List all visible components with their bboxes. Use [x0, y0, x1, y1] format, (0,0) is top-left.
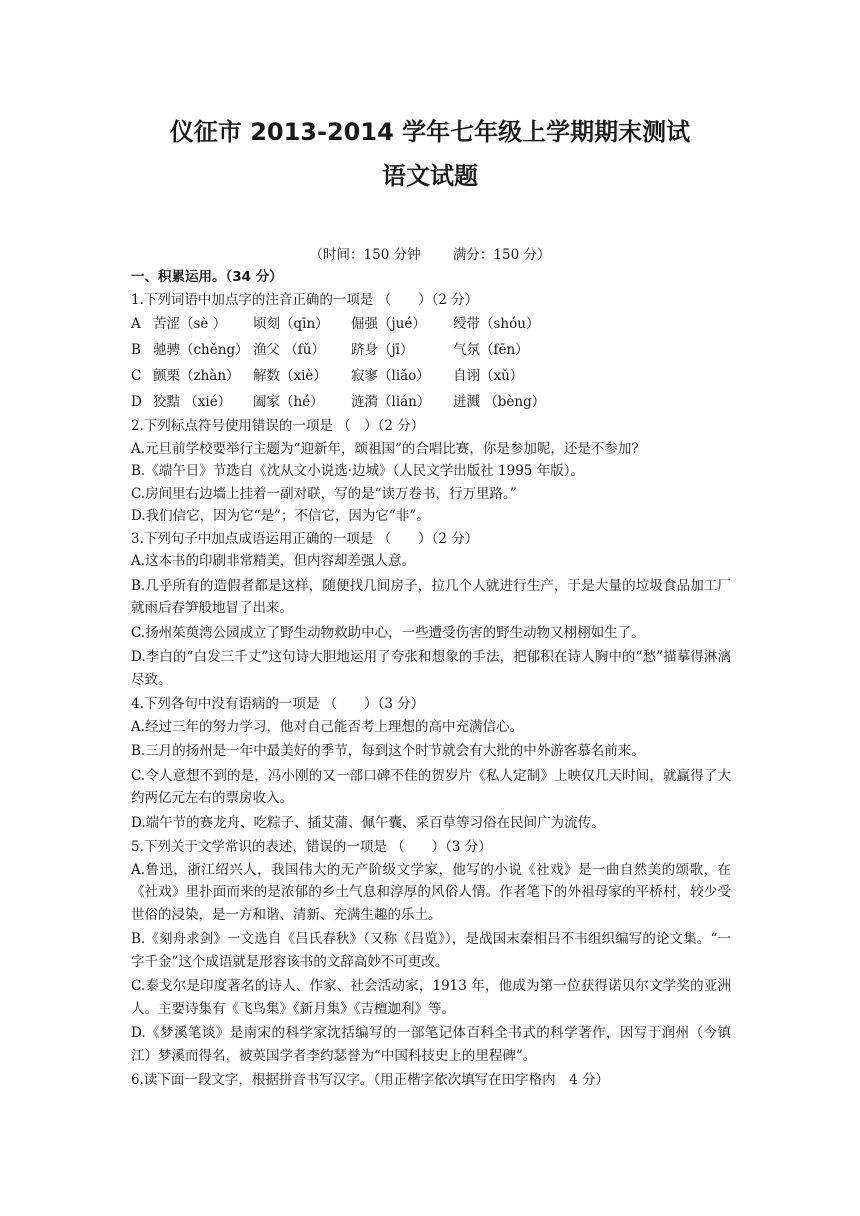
question-2-option-b: B.《端午日》节选自《沈从文小说选·边城》（人民文学出版社 1995 年版）。	[131, 463, 584, 479]
question-3-option-b: B.几乎所有的造假者都是这样，随便找几间房子，拉几个人就进行生产，于是大量的垃圾食品加工厂就雨后春笋般地冒了出来。	[131, 577, 731, 616]
option-item: 涟漪（lián）	[351, 394, 431, 410]
question-4-option-c: C.令人意想不到的是，冯小刚的又一部口碑不佳的贺岁片《私人定制》上映仅几天时间，就赢得了大约两亿元左右的票房收入。	[131, 767, 731, 806]
option-item: 顷刻（qīn）	[253, 316, 329, 332]
option-item: 颤栗（zhàn）	[153, 368, 240, 384]
question-1-option-row	[131, 389, 731, 415]
question-2-option-c: C.房间里右边墙上挂着一副对联，写的是“读万卷书，行万里路。”	[131, 485, 517, 502]
option-letter: B	[131, 342, 141, 358]
option-item: 苦涩（sè ）	[153, 316, 227, 332]
question-4-stem: 4.下列各句中没有语病的一项是 （ ）（3 分）	[131, 696, 425, 712]
option-item: 自诩（xǔ）	[453, 368, 524, 384]
exam-time: （时间：150 分钟	[309, 247, 421, 263]
exam-title: 仪征市 2013-2014 学年七年级上学期期末测试	[169, 118, 691, 146]
section-heading: 一、积累运用。（34 分）	[131, 269, 283, 285]
question-1-option-row	[131, 363, 731, 389]
question-3-option-c: C.扬州茱萸湾公园成立了野生动物救助中心，一些遭受伤害的野生动物又栩栩如生了。	[131, 624, 645, 641]
option-letter: C	[131, 368, 142, 384]
question-3-stem: 3.下列句子中加点成语运用正确的一项是 （ ）（2 分）	[131, 530, 479, 547]
option-item: 渔父 （fǔ）	[253, 342, 325, 358]
option-item: 驰骋（chěng）	[153, 342, 249, 358]
question-2-stem: 2.下列标点符号使用错误的一项是 （ ）（2 分）	[131, 418, 425, 434]
exam-body	[131, 266, 731, 1092]
question-5-option-c: C.泰戈尔是印度著名的诗人、作家、社会活动家，1913 年，他成为第一位获得诺贝尔文学奖的亚洲人。主要诗集有《飞鸟集》《新月集》《吉檀迦利》等。	[131, 978, 731, 1017]
question-4-option-d: D.端午节的赛龙舟、吃粽子、插艾蒲、佩午囊、采百草等习俗在民间广为流传。	[131, 814, 605, 831]
exam-subtitle: 语文试题	[382, 162, 478, 190]
option-item: 气氛（fēn）	[453, 342, 529, 358]
exam-score: 满分：150 分）	[452, 247, 551, 263]
question-3-option-d: D.李白的“白发三千丈”这句诗大胆地运用了夸张和想象的手法，把郁积在诗人胸中的“愁”描摹得淋漓尽致。	[131, 649, 731, 688]
question-1-option-row	[131, 311, 731, 337]
question-5-stem: 5.下列关于文学常识的表述，错误的一项是 （ ）（3 分）	[131, 839, 492, 855]
option-item: 迸溅 （bèng）	[453, 394, 546, 410]
option-item: 阖家（hé）	[253, 394, 324, 410]
question-1-option-row	[131, 337, 731, 363]
question-4-option-b: B.三月的扬州是一年中最美好的季节，每到这个时节就会有大批的中外游客慕名前来。	[131, 743, 645, 759]
question-1-stem: 1.下列词语中加点字的注音正确的一项是 （ ）（2 分）	[131, 291, 479, 308]
question-5-option-b: B.《刻舟求剑》一文选自《吕氏春秋》（又称《吕览》），是战国末秦相吕不韦组织编写的论文集。“一字千金”这个成语就是形容该书的文辞高妙不可更改。	[131, 931, 731, 970]
option-item: 跻身（jī）	[351, 342, 414, 358]
question-5-option-d: D.《梦溪笔谈》是南宋的科学家沈括编写的一部笔记体百科全书式的科学著作，因写于润州（今镇江）梦溪而得名，被英国学者李约瑟誉为“中国科技史上的里程碑”。	[131, 1025, 731, 1064]
question-2-option-d: D.我们信它，因为它“是”；不信它，因为它“非”。	[131, 508, 430, 524]
question-5-option-a: A.鲁迅，浙江绍兴人，我国伟大的无产阶级文学家，他写的小说《社戏》是一曲自然美的颂歌，在《社戏》里扑面而来的是浓郁的乡土气息和淳厚的风俗人情。作者笔下的外祖母家的平桥村，较少受世俗的浸染，是一方和谐、清新、充满生趣的乐土。	[131, 861, 731, 923]
option-letter: A	[131, 316, 141, 332]
question-6-stem: 6.读下面一段文字，根据拼音书写汉字。（用正楷字依次填写在田字格内 4 分）	[131, 1072, 610, 1088]
option-item: 解数（xiè）	[253, 368, 327, 384]
question-2-option-a: A.元旦前学校要举行主题为“迎新年，颂祖国”的合唱比赛，你是参加呢，还是不参加?	[131, 440, 639, 457]
option-item: 绶带（shóu）	[453, 316, 540, 332]
option-letter: D	[131, 394, 142, 410]
option-item: 寂寥（liǎo）	[351, 368, 430, 384]
option-item: 倔强（jué）	[351, 316, 426, 332]
question-4-option-a: A.经过三年的努力学习，他对自己能否考上理想的高中充满信心。	[131, 718, 524, 735]
exam-meta	[0, 243, 860, 263]
question-3-option-a: A.这本书的印刷非常精美，但内容却差强人意。	[131, 553, 416, 569]
option-item: 狡黠 （xié）	[153, 394, 232, 410]
